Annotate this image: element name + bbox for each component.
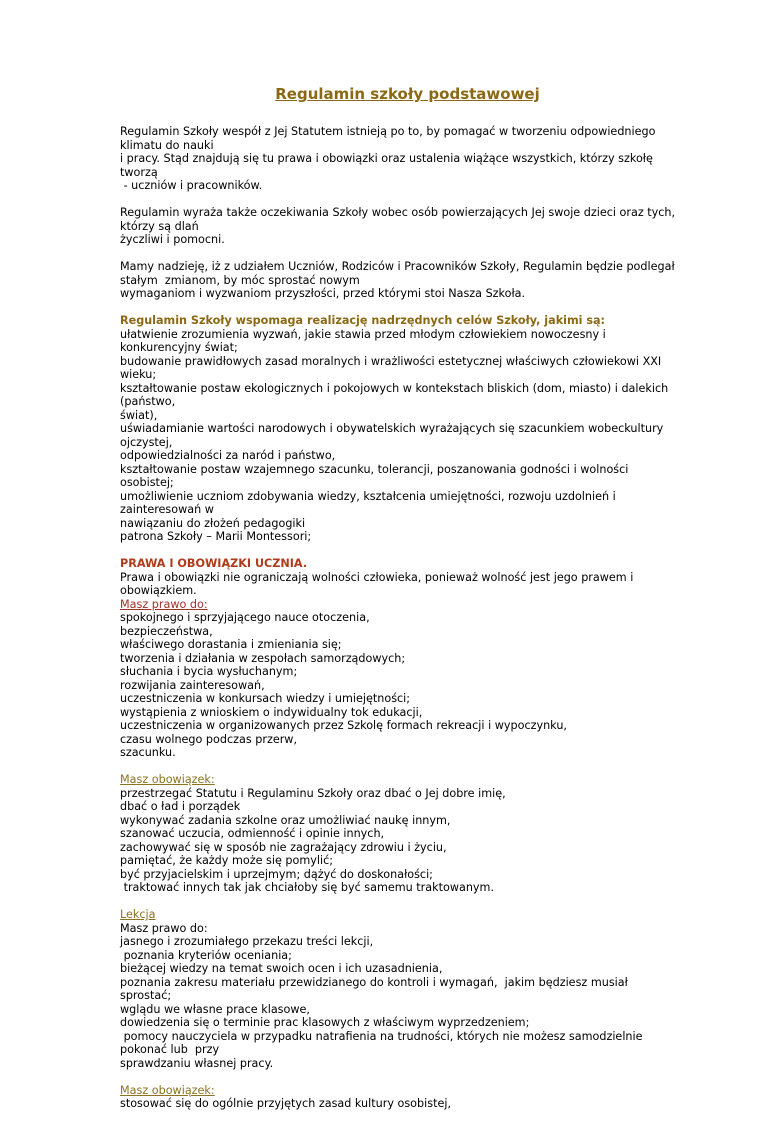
right-line: szacunku. <box>120 746 176 759</box>
goal-line: kształtowanie postaw ekologicznych i pokojowych w kontekstach bliskich (dom, miasto) i dalekich (państwo, <box>120 381 672 408</box>
goal-line: uświadamianie wartości narodowych i obywatelskich wyrażających się szacunkiem wobeckultury ojczystej, <box>120 422 667 449</box>
text-line: wymaganiom i wyzwaniom przyszłości, przed którymi stoi Nasza Szkoła. <box>120 287 526 300</box>
text-line: Regulamin wyraża także oczekiwania Szkoły wobec osób powierzających Jej swoje dzieci oraz tych, którzy są dlań <box>120 206 679 233</box>
right-line: właściwego dorastania i zmieniania się; <box>120 638 342 651</box>
rights-section <box>120 557 680 760</box>
text-line: Regulamin Szkoły wespół z Jej Statutem istnieją po to, by pomagać w tworzeniu odpowiedniego klimatu do nauki <box>120 125 660 152</box>
lesson-line: sprawdzaniu własnej pracy. <box>120 1056 274 1070</box>
text-line: Mamy nadzieję, iż z udziałem Uczniów, Rodziców i Pracowników Szkoły, Regulamin będzie podlegał <box>120 260 675 273</box>
goal-line: odpowiedzialności za naród i państwo, <box>120 449 336 462</box>
duties-section <box>120 773 680 895</box>
goals-heading: Regulamin Szkoły wspomaga realizację nadrzędnych celów Szkoły, jakimi są: <box>120 314 606 327</box>
lesson-label-link[interactable]: Lekcja <box>120 908 156 921</box>
right-line: słuchania i bycia wysłuchanym; <box>120 665 298 678</box>
duties2-section <box>120 1084 680 1111</box>
lesson-line: Masz prawo do: <box>120 921 208 935</box>
lesson-line: bieżącej wiedzy na temat swoich ocen i ich uzasadnienia, <box>120 962 443 975</box>
goals-section <box>120 314 680 544</box>
duty-line: traktować innych tak jak chciałoby się być samemu traktowanym. <box>120 881 495 894</box>
intro-paragraph-1 <box>120 125 680 193</box>
lesson-line: pomocy nauczyciela w przypadku natrafienia na trudności, których nie możesz samodzielnie pokonać lub przy <box>120 1029 647 1056</box>
right-line: spokojnego i sprzyjającego nauce otoczenia, <box>120 611 370 624</box>
goal-line: patrona Szkoły – Marii Montessori; <box>120 530 312 543</box>
duties2-label-link[interactable]: Masz obowiązek: <box>120 1083 215 1097</box>
right-line: uczestniczenia w organizowanych przez Szkolę formach rekreacji i wypoczynku, <box>120 719 567 732</box>
goal-line: budowanie prawidłowych zasad moralnych i wrażliwości estetycznej właściwych człowiekowi XXI wieku; <box>120 354 665 381</box>
duty-line: zachowywać się w sposób nie zagrażający zdrowiu i życiu, <box>120 840 447 854</box>
duty-line: szanować uczucia, odmienność i opinie innych, <box>120 827 385 840</box>
duties-label-link[interactable]: Masz obowiązek: <box>120 773 215 786</box>
right-line: tworzenia i działania w zespołach samorządowych; <box>120 651 406 665</box>
goal-line: ułatwienie zrozumienia wyzwań, jakie stawia przed młodym człowiekiem nowoczesny i konkurencyjny świat; <box>120 327 610 354</box>
text-line: - uczniów i pracowników. <box>120 179 263 192</box>
duty-line: być przyjacielskim i uprzejmym; dążyć do doskonałości; <box>120 867 433 881</box>
goal-line: umożliwienie uczniom zdobywania wiedzy, kształcenia umiejętności, rozwoju uzdolnień i zainteresowań w <box>120 489 620 516</box>
lesson-line: poznania kryteriów oceniania; <box>120 948 292 962</box>
intro-paragraph-2 <box>120 206 680 247</box>
duty-line: wykonywać zadania szkolne oraz umożliwiać naukę innym, <box>120 813 451 827</box>
goal-line: kształtowanie postaw wzajemnego szacunku, tolerancji, poszanowania godności i wolności osobistej; <box>120 462 632 489</box>
lesson-line: dowiedzenia się o terminie prac klasowych z właściwym wyprzedzeniem; <box>120 1016 530 1029</box>
goal-line: nawiązaniu do złożeń pedagogiki <box>120 516 306 530</box>
right-line: wystąpienia z wnioskiem o indywidualny tok edukacji, <box>120 705 423 719</box>
page-title: Regulamin szkoły podstawowej <box>275 85 540 103</box>
document-body <box>120 125 680 1124</box>
intro-paragraph-3 <box>120 260 680 301</box>
duty-line: pamiętać, że każdy może się pomylić; <box>120 854 333 867</box>
text-line: stałym zmianom, by móc sprostać nowym <box>120 273 360 287</box>
lesson-line: jasnego i zrozumiałego przekazu treści lekcji, <box>120 935 374 948</box>
lesson-section <box>120 908 680 1070</box>
right-line: bezpieczeństwa, <box>120 624 213 638</box>
rights-heading: PRAWA I OBOWIĄZKI UCZNIA. <box>120 557 308 570</box>
lesson-line: poznania zakresu materiału przewidzianego do kontroli i wymagań, jakim będziesz musiał sprostać; <box>120 975 632 1002</box>
duty-line: przestrzegać Statutu i Regulaminu Szkoły oraz dbać o Jej dobre imię, <box>120 786 506 800</box>
right-line: rozwijania zainteresowań, <box>120 678 265 692</box>
goal-line: świat), <box>120 408 158 422</box>
right-line: czasu wolnego podczas przerw, <box>120 732 298 746</box>
right-line: uczestniczenia w konkursach wiedzy i umiejętności; <box>120 692 411 705</box>
text-line: i pracy. Stąd znajdują się tu prawa i obowiązki oraz ustalenia wiążące wszystkich, którzy szkołę tworzą <box>120 152 657 179</box>
rights-intro: Prawa i obowiązki nie ograniczają wolności człowieka, ponieważ wolność jest jego prawem i obowiązkiem. <box>120 570 637 597</box>
rights-label-link[interactable]: Masz prawo do: <box>120 597 208 611</box>
text-line: życzliwi i pomocni. <box>120 233 225 246</box>
duty-line: dbać o ład i porządek <box>120 800 241 813</box>
duty2-line: stosować się do ogólnie przyjętych zasad kultury osobistej, <box>120 1097 451 1110</box>
lesson-line: wglądu we własne prace klasowe, <box>120 1002 310 1016</box>
